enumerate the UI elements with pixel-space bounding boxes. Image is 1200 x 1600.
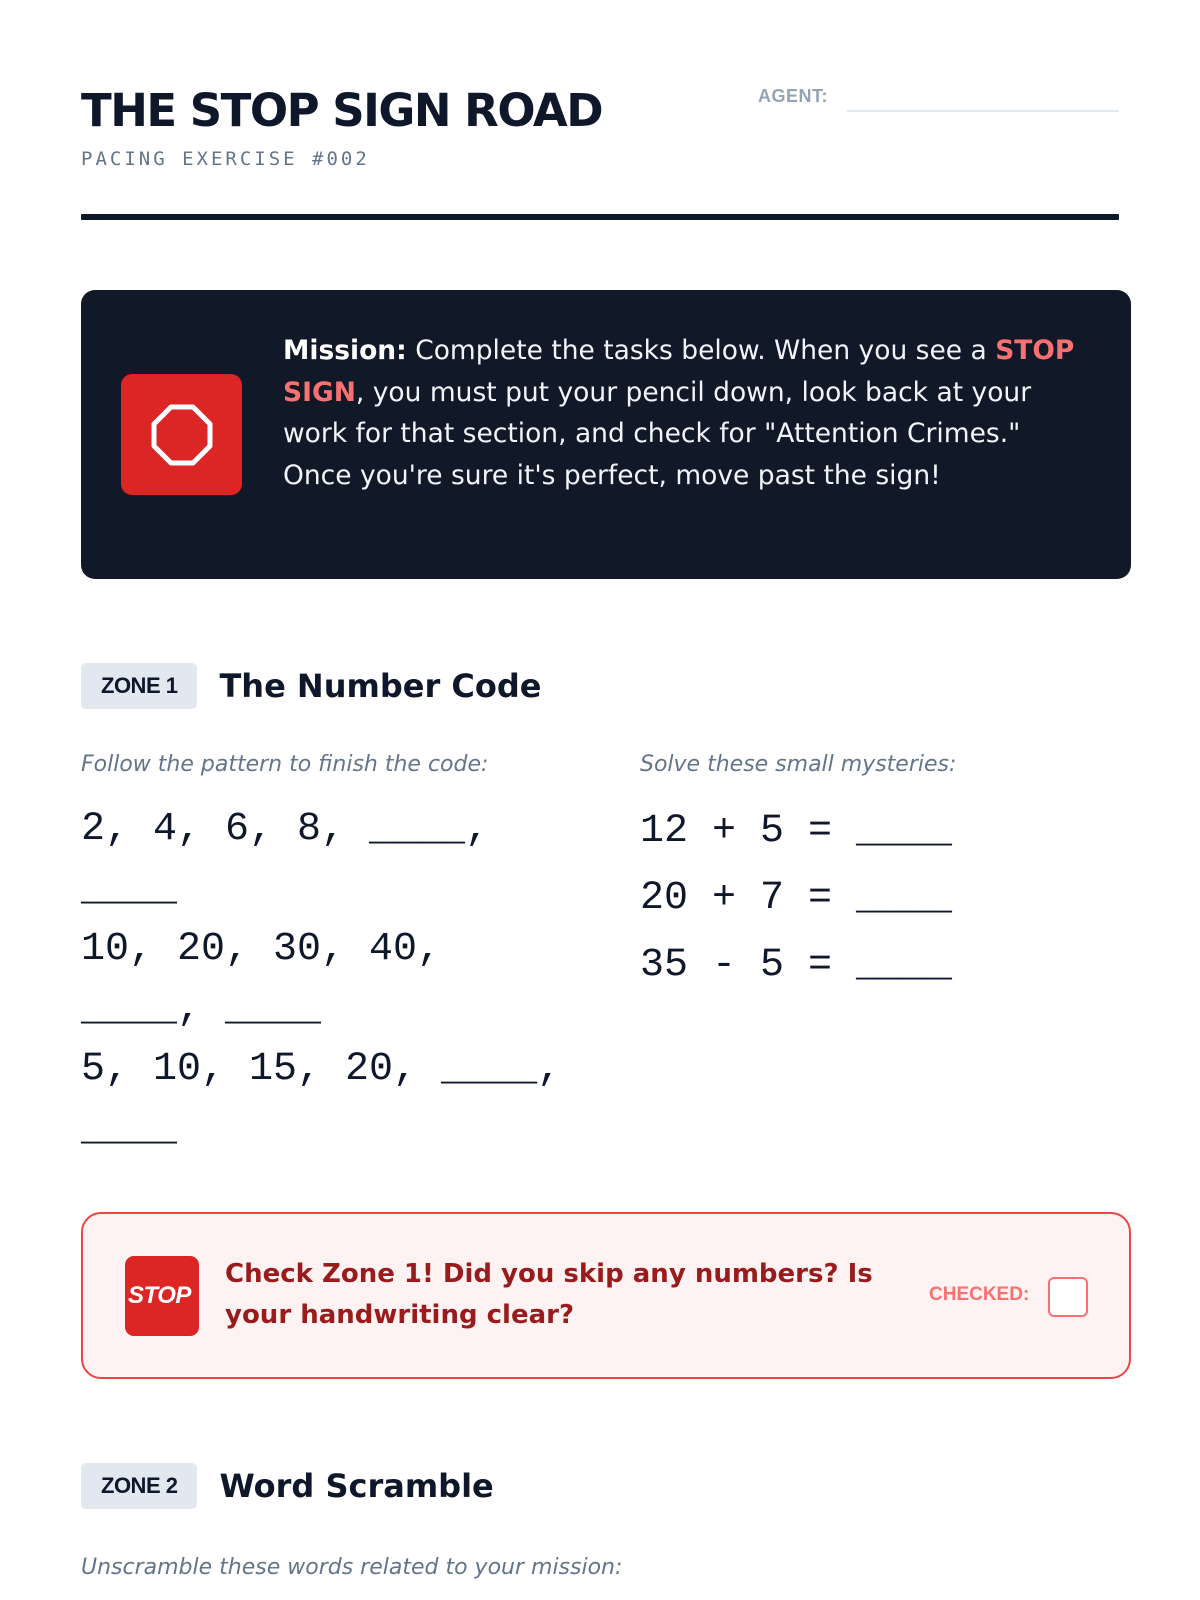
agent-field[interactable]: [758, 84, 1119, 114]
math-instruction: Solve these small mysteries:: [640, 752, 957, 777]
sequence-1[interactable]: 2, 4, 6, 8, ____, ____: [81, 807, 514, 912]
zone-2-title: Word Scramble: [219, 1467, 494, 1505]
zone-2-heading: [81, 1463, 494, 1509]
stop-octagon-icon: [121, 374, 242, 495]
math-problems: [640, 802, 952, 1003]
zone-1-heading: [81, 663, 541, 709]
zone-2-badge: ZONE 2: [81, 1463, 197, 1509]
zone-1-checkpoint: [81, 1212, 1131, 1379]
zone-1-title: The Number Code: [219, 667, 542, 705]
stop-sign-highlight: STOP SIGN: [283, 335, 1075, 408]
mission-text-part2: , you must put your pencil down, look back at your work for that section, and check for "Attention Crimes." Once you're sure it's perfect, move past the sign!: [283, 376, 1032, 491]
equation-1[interactable]: 12 + 5 = ____: [640, 809, 953, 854]
mission-lead: Mission:: [283, 335, 407, 366]
mission-text: [283, 330, 1083, 496]
checked-label: CHECKED:: [929, 1284, 1030, 1305]
equation-3[interactable]: 35 - 5 = ____: [640, 943, 953, 988]
pattern-instruction: Follow the pattern to finish the code:: [81, 752, 489, 777]
equation-2[interactable]: 20 + 7 = ____: [640, 876, 953, 921]
mission-panel: [81, 290, 1131, 579]
agent-name-line[interactable]: [847, 110, 1119, 112]
sequence-2[interactable]: 10, 20, 30, 40, ____, ____: [81, 927, 466, 1032]
zone-1-badge: ZONE 1: [81, 663, 197, 709]
mission-text-part1: Complete the tasks below. When you see a: [406, 335, 996, 366]
stop-sign-icon: [125, 1256, 199, 1336]
checked-checkbox[interactable]: [1048, 1277, 1088, 1317]
scramble-instruction: Unscramble these words related to your mission:: [81, 1555, 623, 1580]
header-divider: [81, 214, 1119, 220]
page-subtitle: PACING EXERCISE #002: [81, 148, 370, 170]
agent-label: AGENT:: [758, 86, 828, 106]
stop-icon-text: STOP: [128, 1282, 191, 1309]
worksheet-header: [81, 0, 1119, 222]
page-title: THE STOP SIGN ROAD: [81, 84, 603, 137]
sequence-3[interactable]: 5, 10, 15, 20, ____, ____: [81, 1047, 586, 1152]
number-sequences: [81, 800, 586, 1160]
checkpoint-message: Check Zone 1! Did you skip any numbers? Is your handwriting clear?: [225, 1259, 873, 1330]
